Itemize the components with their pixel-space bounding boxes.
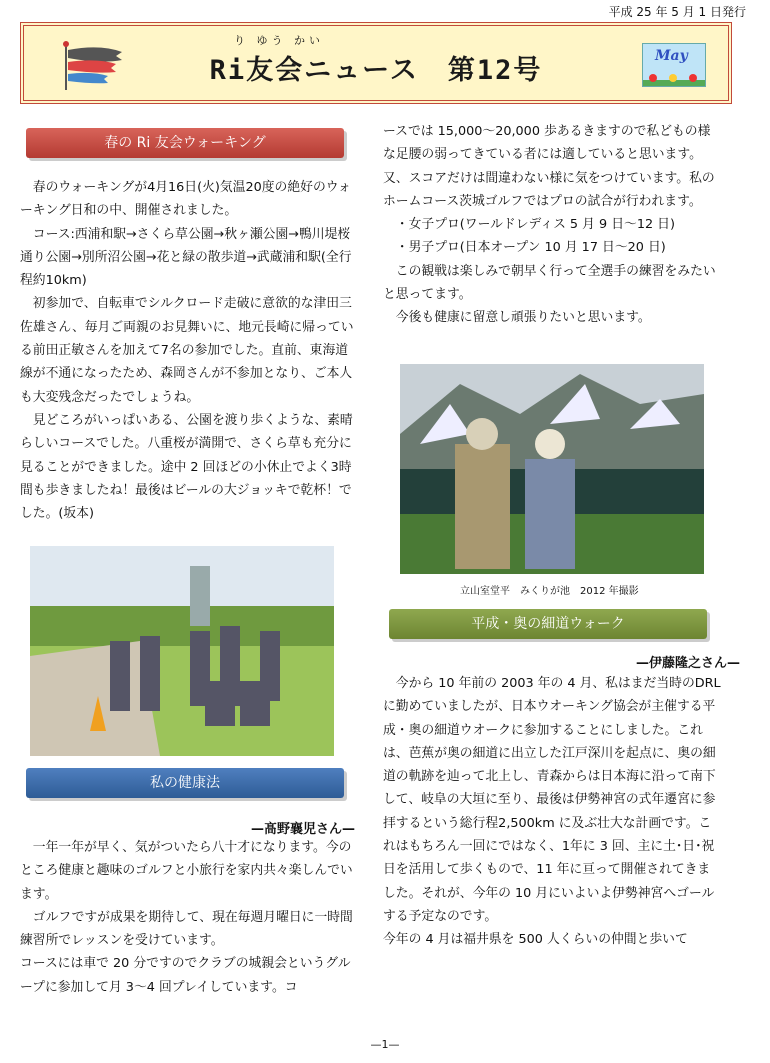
issue-date: 平成 25 年 5 月 1 日発行 <box>608 5 746 19</box>
health-author: —髙野襄児さん— <box>250 822 355 837</box>
health-cont-para: この観戦は楽しみで朝早く行って全選手の練習をみたいと思ってます。 <box>383 263 716 303</box>
walking-group-photo <box>30 546 334 756</box>
page-number: —1— <box>370 1038 400 1051</box>
walking-para: 春のウォーキングが4月16日(火)気温20度の絶好のウォーキング日和の中、開催されました。 <box>20 180 351 219</box>
title-ruby: り ゆう かい <box>234 34 324 47</box>
masthead <box>20 22 732 104</box>
murodo-photo <box>400 364 704 574</box>
okuno-author: —伊藤隆之さん— <box>635 656 740 671</box>
heading-health: 私の健康法 <box>26 768 344 798</box>
may-badge-label: May <box>655 48 688 64</box>
murodo-caption: 立山室堂平 みくりが池 2012 年撮影 <box>460 586 639 597</box>
heading-walking: 春の Ri 友会ウォーキング <box>26 128 344 158</box>
health-cont-para: 今後も健康に留意し頑張りたいと思います。 <box>383 310 651 326</box>
okuno-body <box>383 672 721 952</box>
health-para: コースには車で 20 分ですのでクラブの城親会というグループに参加して月 3～4 回プレイしています。コ <box>20 956 351 995</box>
walking-para: コース:西浦和駅→さくら草公園→秋ヶ瀬公園→鴨川堤桜通り公園→別所沼公園→花と緑の散歩道→武蔵浦和駅(全行程約10km) <box>20 226 352 289</box>
okuno-para: 今年の 4 月は福井県を 500 人くらいの仲間と歩いて <box>383 932 688 948</box>
health-para: 一年一年が早く、気がついたら八十才になります。今のところ健康と趣味のゴルフと小旅行を家内共々楽しんでいます。 <box>20 840 353 902</box>
may-badge <box>642 43 706 87</box>
okuno-para: 今から 10 年前の 2003 年の 4 月、私はまだ当時のDRL に勤めていましたが、日本ウオーキング協会が主催する平成・奥の細道ウオークに参加することにしました。これは、芭蕉が奥の細道に出立した江戸深川を起点に、奥の細道の軌跡を辿って北上し、青森からは日本海に沿って南下して、岐阜の大垣に至り、最後は伊勢神宮の式年遷宮に参拝するという総行程2,500km に及ぶ壮大な計画です。これはもちろん一回にではなく、1年に 3 回、主に土･日･祝日を活用して歩くもので、11 年に亘って開催されてきました。それが、今年の 10 月にいよいよ伊勢神宮へゴールする予定なのです。 <box>383 676 721 924</box>
walking-para: 見どころがいっぱいある、公園を渡り歩くような、素晴らしいコースでした。八重桜が満開で、さくら草も充分に見ることができました。途中 2 回ほどの小休止でよく3時間も歩きましたね！最後はビールの大ジョッキで乾杯！でした。(坂本) <box>20 412 353 522</box>
walking-para: 初参加で、自転車でシルクロード走破に意欲的な津田三佐雄さん、毎月ご両親のお見舞いに、地元長崎に帰っている前田正敏さんを加えて7名の参加でした。直前、東海道線が不通になったため、森岡さんが不参加となり、ご本人も大変残念だったでしょうね。 <box>20 296 354 405</box>
health-body <box>20 836 358 999</box>
health-cont-para: ースでは 15,000～20,000 歩あるきますので私どもの様な足腰の弱ってきている者には適していると思います。又、スコアだけは間違わない様に気をつけています。私のホームコース茨城ゴルフではプロの試合が行われます。 <box>383 124 715 209</box>
health-cont-para: ・男子プロ(日本オープン 10 月 17 日～20 日) <box>383 240 666 256</box>
newsletter-title: Ri友会ニュース 第12号 <box>209 55 543 86</box>
health-cont-para: ・女子プロ(ワールドレディス 5 月 9 日～12 日) <box>383 217 675 233</box>
health-para: ゴルフですが成果を期待して、現在毎週月曜日に一時間練習所でレッスンを受けています。 <box>20 909 353 949</box>
murodo-photo-image <box>400 364 704 574</box>
walking-photo-image <box>30 546 334 756</box>
walking-body <box>20 176 355 525</box>
heading-okuno: 平成・奥の細道ウォーク <box>389 609 707 639</box>
health-continued <box>383 120 719 330</box>
tulip-icon <box>643 70 705 86</box>
